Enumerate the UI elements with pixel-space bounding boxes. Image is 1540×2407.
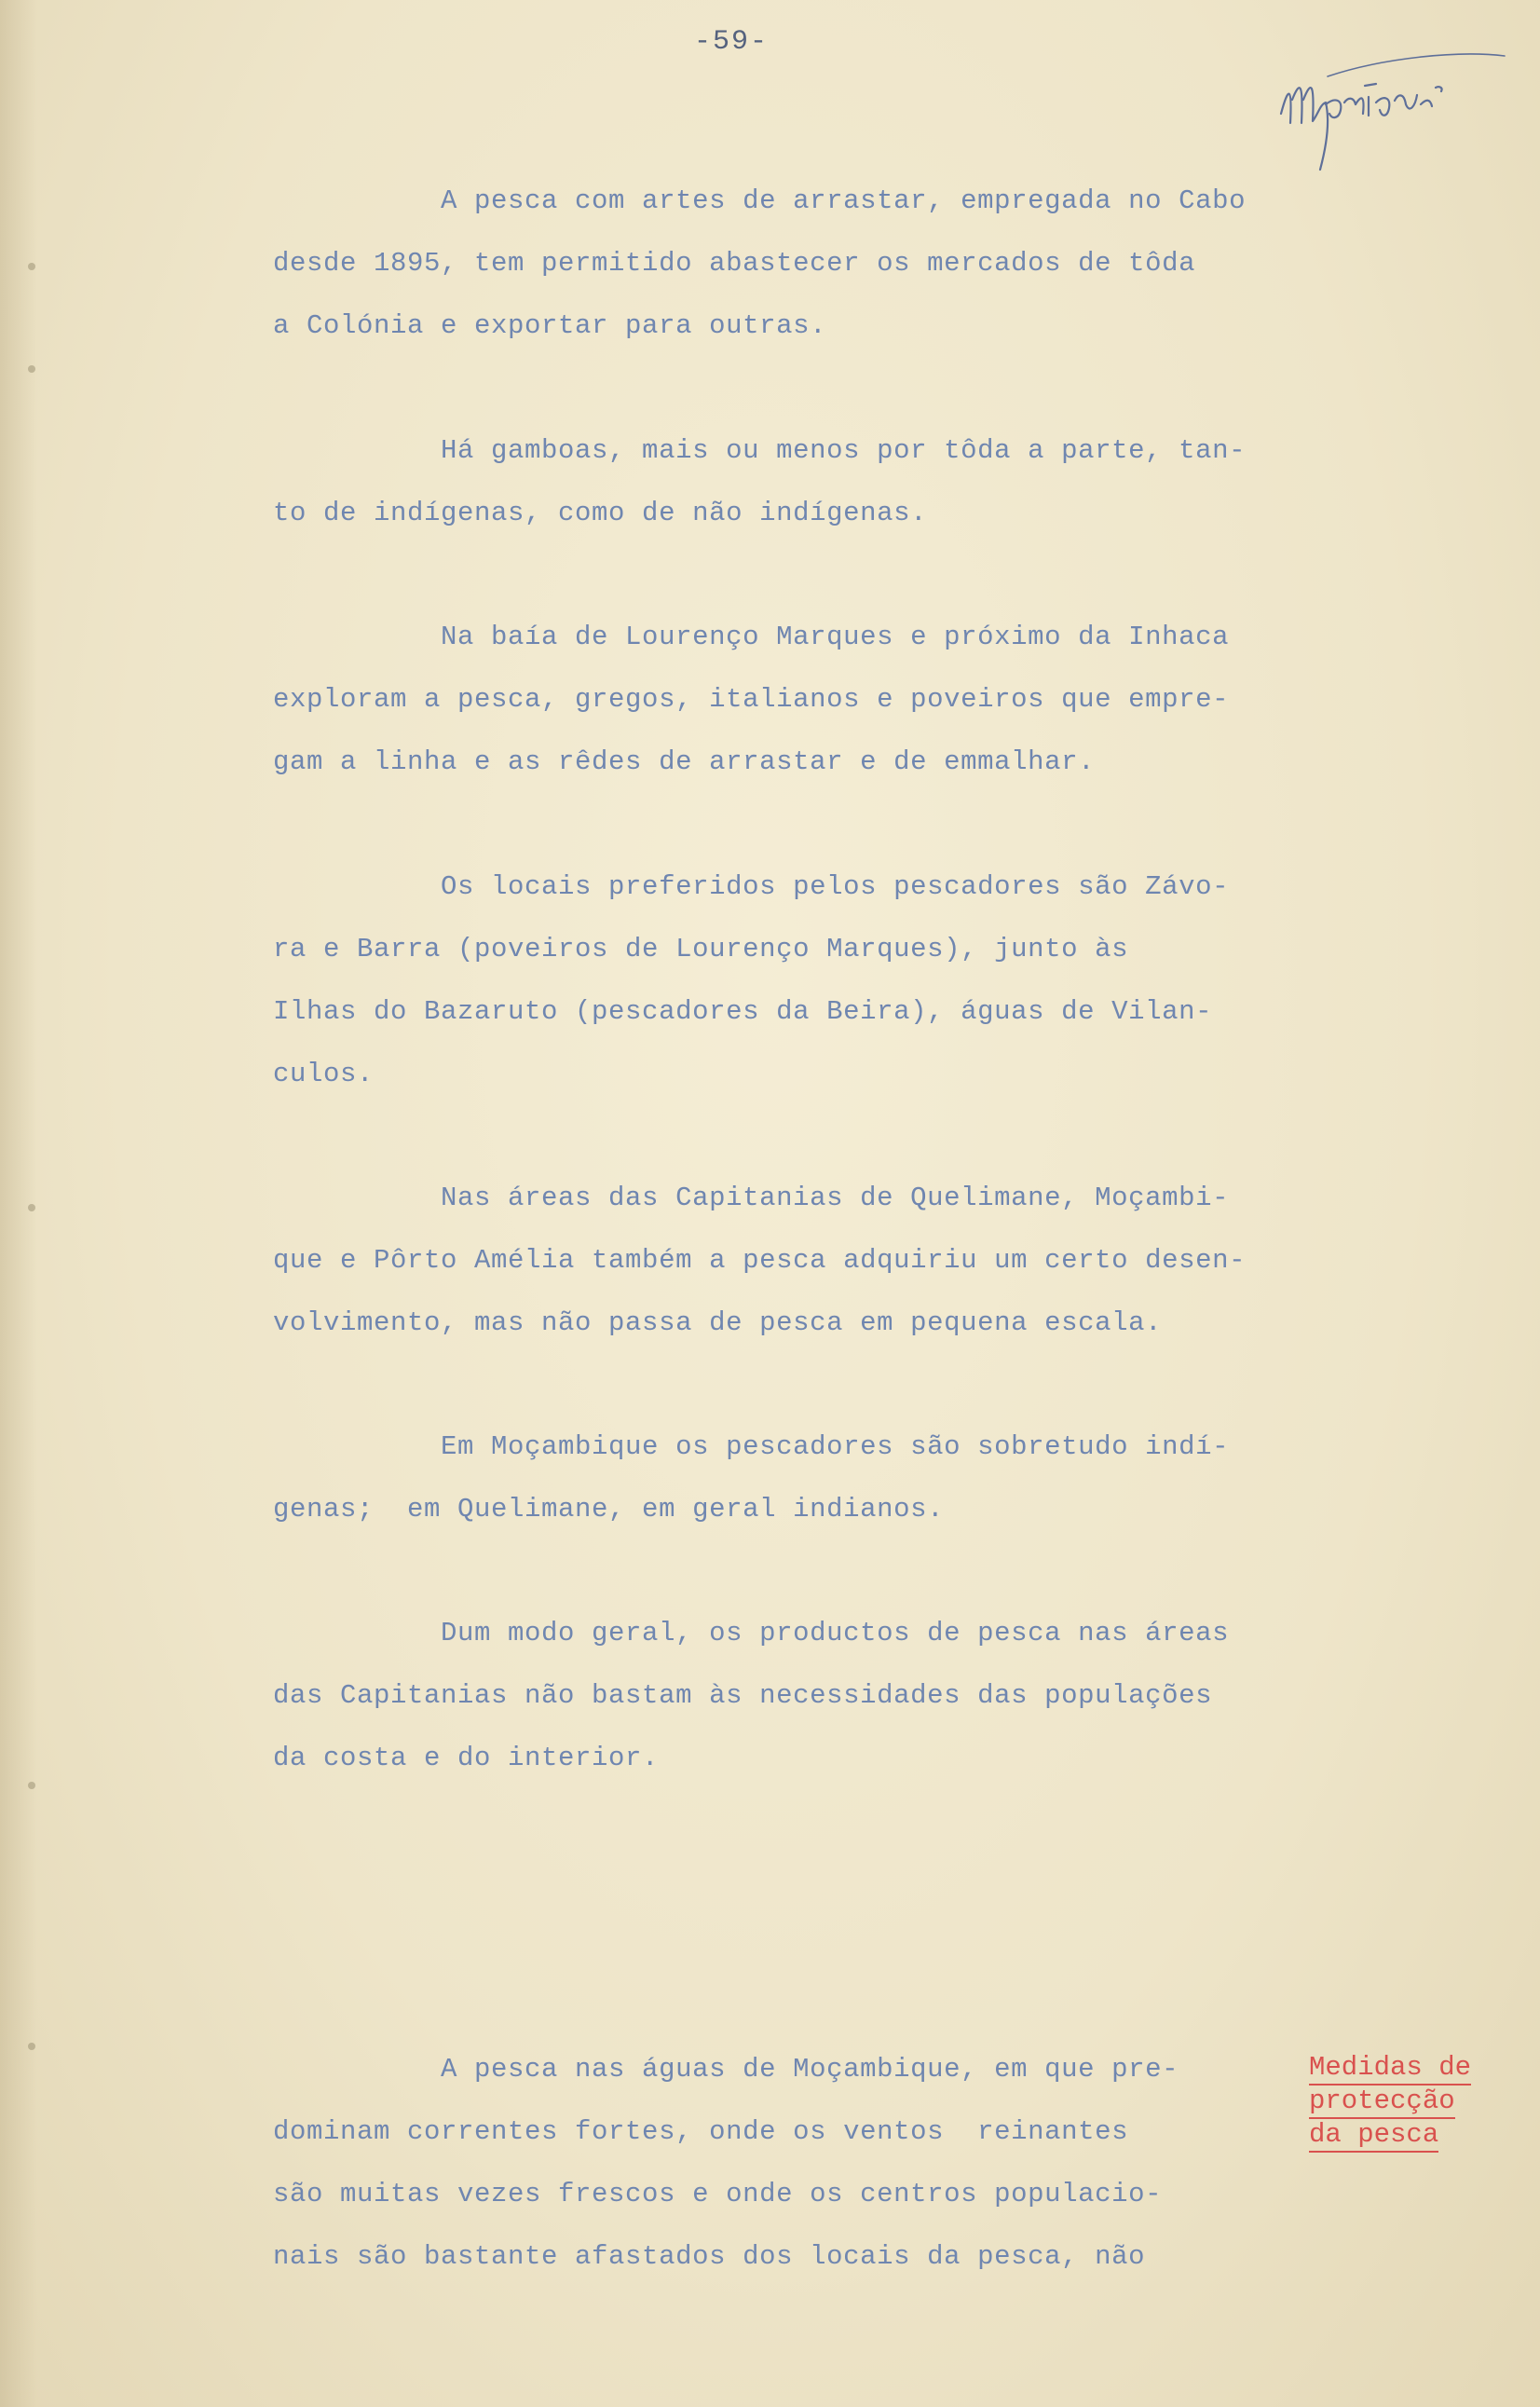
handwritten-signature <box>1272 48 1514 179</box>
binding-hole <box>28 2043 35 2050</box>
paragraph-lourenco-marques <box>273 606 1372 793</box>
margin-note-line: Medidas de <box>1309 2052 1471 2086</box>
paragraph-protection <box>273 2038 1372 2288</box>
paragraph-fishermen <box>273 1415 1372 1540</box>
binding-hole <box>28 365 35 373</box>
text-line: culos. <box>273 1059 375 1089</box>
text-line: Há gamboas, mais ou menos por tôda a parte, tan- <box>273 435 1247 466</box>
text-line: genas; em Quelimane, em geral indianos. <box>273 1494 945 1525</box>
text-line: ra e Barra (poveiros de Lourenço Marques), junto às <box>273 934 1129 964</box>
text-line: que e Pôrto Amélia também a pesca adquiriu um certo desen- <box>273 1245 1247 1276</box>
binding-hole <box>28 263 35 270</box>
text-line: nais são bastante afastados dos locais da pesca, não <box>273 2241 1146 2272</box>
text-line: A pesca com artes de arrastar, empregada no Cabo <box>273 185 1247 216</box>
paragraph-capitanias <box>273 1167 1372 1354</box>
paragraph-preferred-locations <box>273 855 1372 1105</box>
margin-note-protection <box>1309 2052 1514 2153</box>
paragraph-gamboas <box>273 419 1372 544</box>
text-line: das Capitanias não bastam às necessidades das populações <box>273 1680 1213 1711</box>
text-line: dominam correntes fortes, onde os ventos reinantes <box>273 2116 1129 2147</box>
text-line: volvimento, mas não passa de pesca em pequena escala. <box>273 1307 1163 1338</box>
text-line: Na baía de Lourenço Marques e próximo da Inhaca <box>273 622 1230 652</box>
text-line: Nas áreas das Capitanias de Quelimane, Moçambi- <box>273 1183 1230 1213</box>
text-line: desde 1895, tem permitido abastecer os mercados de tôda <box>273 248 1196 279</box>
text-line: são muitas vezes frescos e onde os centros populacio- <box>273 2179 1163 2209</box>
text-line: da costa e do interior. <box>273 1743 660 1773</box>
text-line: a Colónia e exportar para outras. <box>273 310 827 341</box>
text-line: to de indígenas, como de não indígenas. <box>273 498 928 528</box>
text-line: Os locais preferidos pelos pescadores são Závo- <box>273 871 1230 902</box>
paragraph-general <box>273 1602 1372 1789</box>
margin-note-line: protecção <box>1309 2086 1455 2119</box>
page-number: -59- <box>693 26 769 58</box>
text-line: Dum modo geral, os productos de pesca nas áreas <box>273 1618 1230 1648</box>
text-line: A pesca nas águas de Moçambique, em que pre- <box>273 2054 1179 2085</box>
binding-hole <box>28 1204 35 1211</box>
text-line: exploram a pesca, gregos, italianos e poveiros que empre- <box>273 684 1230 715</box>
margin-note-line: da pesca <box>1309 2119 1438 2153</box>
binding-hole <box>28 1782 35 1789</box>
text-line: Em Moçambique os pescadores são sobretudo indí- <box>273 1431 1230 1462</box>
paragraph-trawl-fishing <box>273 170 1372 357</box>
text-line: Ilhas do Bazaruto (pescadores da Beira), águas de Vilan- <box>273 996 1213 1027</box>
text-line: gam a linha e as rêdes de arrastar e de emmalhar. <box>273 746 1096 777</box>
